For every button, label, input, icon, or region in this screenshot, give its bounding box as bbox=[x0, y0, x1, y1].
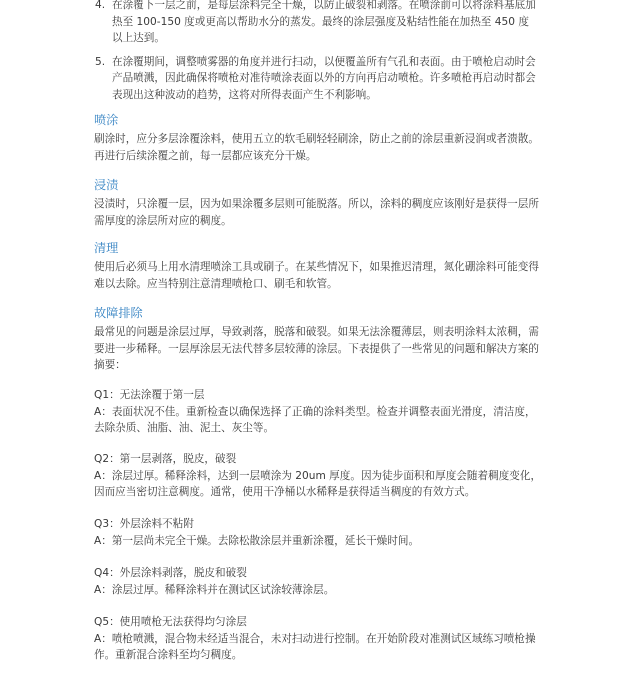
section-body: 刷涂时，应分多层涂覆涂料，使用五立的软毛刷轻轻刷涂，防止之前的涂层重新浸润或者溃散。再进行后续涂覆之前，每一层都应该充分干燥。 bbox=[94, 133, 539, 162]
section-body: 浸渍时，只涂覆一层，因为如果涂覆多层则可能脱落。所以，涂料的稠度应该刚好是获得一层所需厚度的涂层所对应的稠度。 bbox=[94, 198, 539, 227]
qa-answer: A：喷枪喷溅，混合物未经适当混合，未对扫动进行控制。在开始阶段对准测试区域练习喷枪操作。重新混合涂料至均匀稠度。 bbox=[94, 632, 536, 662]
qa-item bbox=[94, 565, 544, 598]
section-body: 使用后必须马上用水清理喷涂工具或刷子。在某些情况下，如果推迟清理，氮化硼涂料可能变得难以去除。应当特别注意清理喷枪口、刷毛和软管。 bbox=[94, 261, 539, 290]
qa-item bbox=[94, 614, 544, 664]
qa-question: Q3：外层涂料不粘附 bbox=[94, 518, 194, 530]
qa-question: Q1：无法涂覆于第一层 bbox=[94, 389, 205, 401]
step-item bbox=[0, 54, 619, 104]
section-body: 最常见的问题是涂层过厚，导致剥落，脱落和破裂。如果无法涂覆薄层，则表明涂料太浓稠，需要进一步稀释。一层厚涂层无法代替多层较薄的涂层。下表提供了一些常见的问题和解决方案的摘要： bbox=[94, 326, 539, 372]
qa-question: Q5：使用喷枪无法获得均匀涂层 bbox=[94, 616, 247, 628]
qa-question: Q4：外层涂料剥落，脱皮和破裂 bbox=[94, 567, 247, 579]
section-troubleshooting bbox=[94, 305, 544, 374]
qa-item bbox=[94, 451, 544, 501]
step-item bbox=[0, 0, 619, 47]
section-heading: 清理 bbox=[94, 241, 119, 255]
qa-answer: A：表面状况不佳。重新检查以确保选择了正确的涂料类型。检查并调整表面光滑度，清洁度，去除杂质、油脂、油、泥土、灰尘等。 bbox=[94, 405, 536, 435]
qa-answer: A：涂层过厚。稀释涂料，达到一层喷涂为 20um 厚度。因为徒步面积和厚度会随着稠度变化，因而应当密切注意稠度。通常，使用干净桶以水稀释是获得适当稠度的有效方式。 bbox=[94, 469, 542, 499]
step-text: 在涂覆下一层之前，是每层涂料完全干燥，以防止破裂和剥落。在喷涂前可以将涂料基底加热至 100-150 度或更高以帮助水分的蒸发。最终的涂层强度及粘结性能在加热至 450 度以上达到。 bbox=[112, 0, 536, 45]
qa-item bbox=[94, 387, 544, 437]
section-heading: 浸渍 bbox=[94, 178, 119, 192]
qa-question: Q2：第一层剥落，脱皮，破裂 bbox=[94, 453, 237, 465]
numbered-steps bbox=[0, 0, 619, 111]
section-dipping bbox=[94, 177, 544, 229]
section-heading: 喷涂 bbox=[94, 113, 119, 127]
step-number: 5. bbox=[95, 55, 106, 68]
section-spraying bbox=[94, 112, 544, 164]
section-cleaning bbox=[94, 240, 544, 292]
qa-answer: A：涂层过厚。稀释涂料并在测试区试涂较薄涂层。 bbox=[94, 583, 335, 596]
qa-answer: A：第一层尚未完全干燥。去除松散涂层并重新涂覆，延长干燥时间。 bbox=[94, 534, 420, 547]
step-number: 4. bbox=[95, 0, 106, 11]
section-heading: 故障排除 bbox=[94, 306, 143, 320]
step-text: 在涂覆期间，调整喷雾器的角度并进行扫动，以便覆盖所有气孔和表面。由于喷枪启动时会产品喷溅，因此确保将喷枪对准待喷涂表面以外的方向再启动喷枪。许多喷枪再启动时都会表现出这种波动的趋势，这将对所得表面产生不利影响。 bbox=[112, 55, 536, 101]
qa-item bbox=[94, 516, 544, 549]
